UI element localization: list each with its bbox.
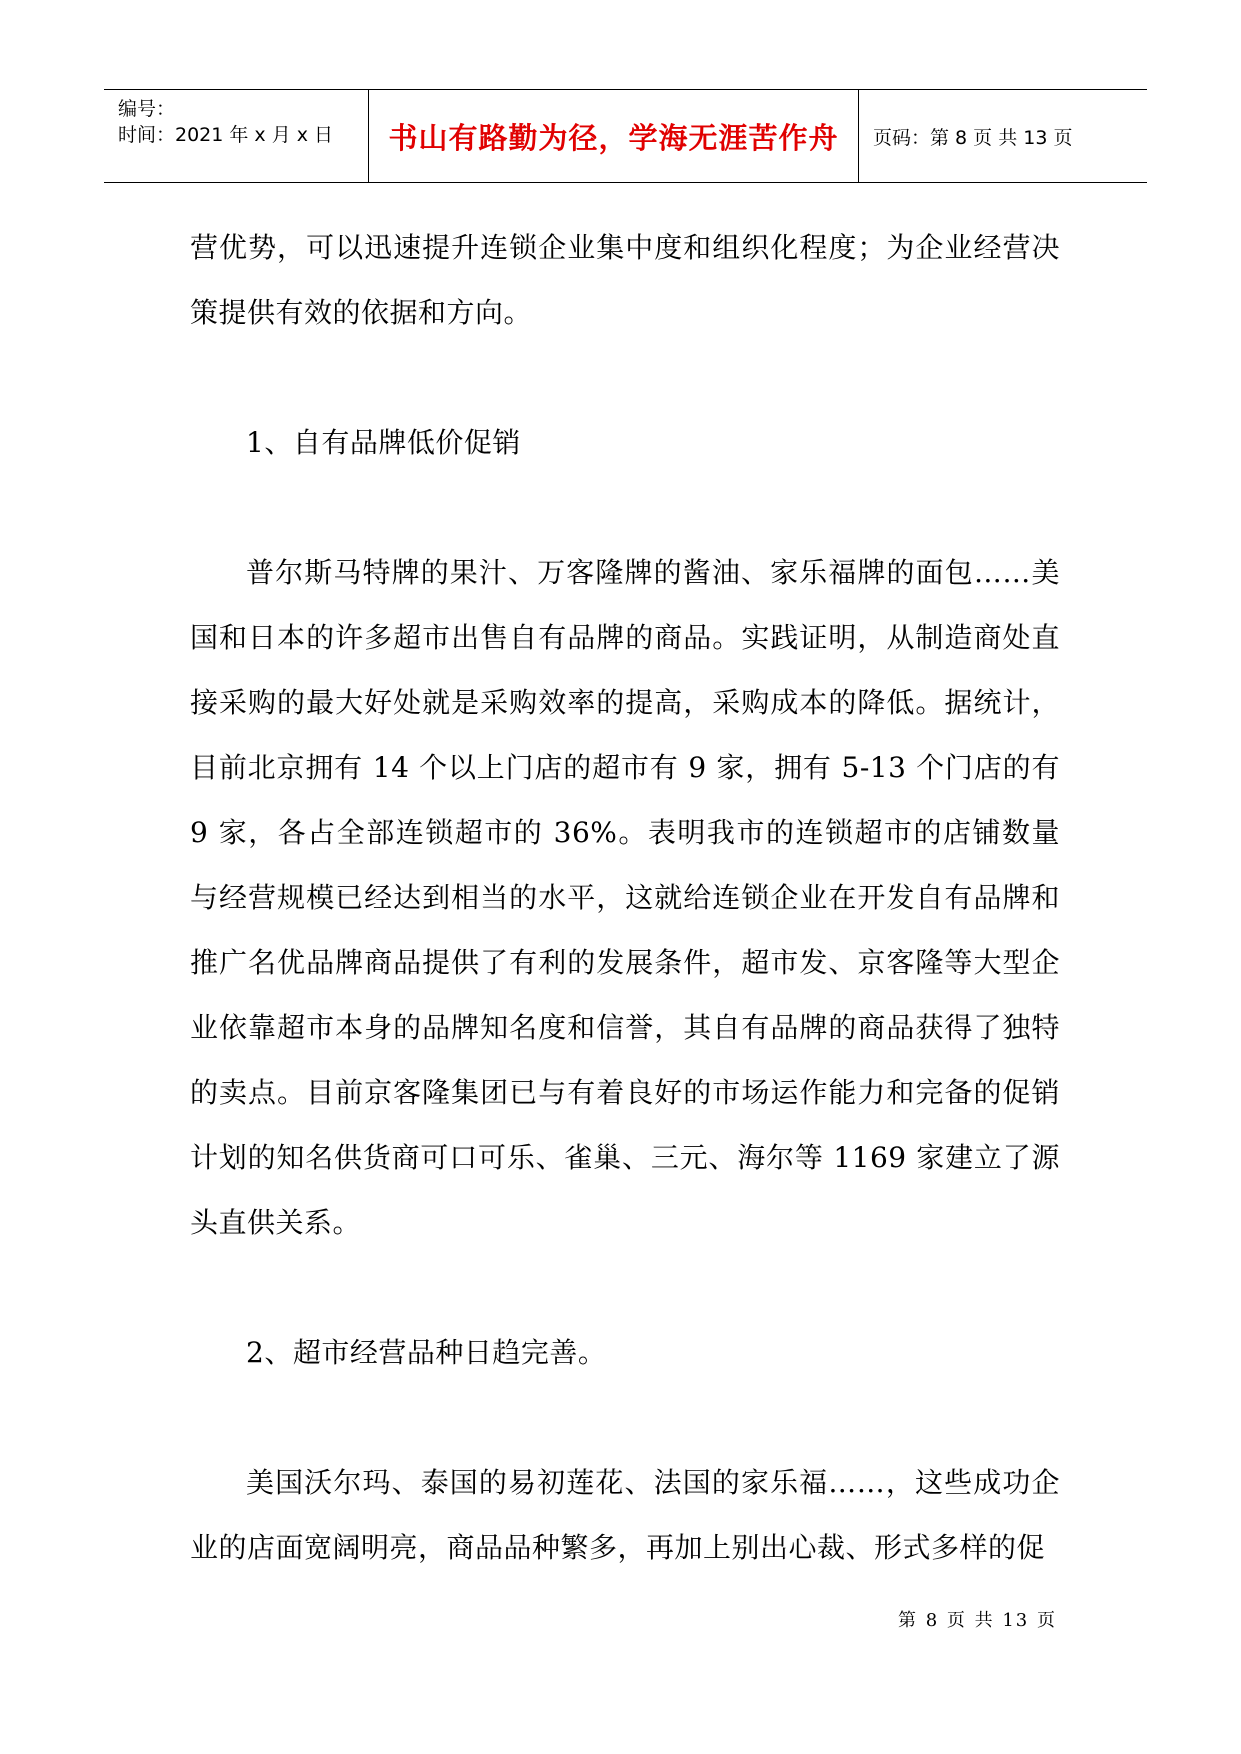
paragraph-spacer <box>190 1255 1060 1320</box>
paragraph-spacer <box>190 475 1060 540</box>
body-paragraph: 普尔斯马特牌的果汁、万客隆牌的酱油、家乐福牌的面包……美国和日本的许多超市出售自有品牌的商品。实践证明，从制造商处直接采购的最大好处就是采购效率的提高，采购成本的降低。据统计，目前北京拥有 14 个以上门店的超市有 9 家，拥有 5-13 个门店的有 9 家，各占全部连锁超市的 36%。表明我市的连锁超市的店铺数量与经营规模已经达到相当的水平，这就给连锁企业在开发自有品牌和推广名优品牌商品提供了有利的发展条件，超市发、京客隆等大型企业依靠超市本身的品牌知名度和信誉，其自有品牌的商品获得了独特的卖点。目前京客隆集团已与有着良好的市场运作能力和完备的促销计划的知名供货商可口可乐、雀巢、三元、海尔等 1169 家建立了源头直供关系。 <box>190 556 1060 1239</box>
header-meta-cell <box>104 90 369 182</box>
header-motto: 书山有路勤为径，学海无涯苦作舟 <box>388 120 839 155</box>
paragraph-spacer <box>190 1385 1060 1450</box>
document-header <box>104 89 1147 183</box>
section-heading: 2、超市经营品种日趋完善。 <box>246 1336 607 1369</box>
page-footer: 第 8 页 共 13 页 <box>898 1610 1057 1631</box>
header-page-label: 页码：第 8 页 共 13 页 <box>873 126 1073 149</box>
body-paragraph: 营优势，可以迅速提升连锁企业集中度和组织化程度；为企业经营决策提供有效的依据和方向。 <box>190 231 1060 329</box>
header-time-label: 时间：2021 年 x 月 x 日 <box>118 124 334 146</box>
paragraph-spacer <box>190 345 1060 410</box>
section-heading: 1、自有品牌低价促销 <box>246 426 521 459</box>
body-paragraph: 美国沃尔玛、泰国的易初莲花、法国的家乐福……，这些成功企业的店面宽阔明亮，商品品种繁多，再加上别出心裁、形式多样的促 <box>190 1466 1060 1564</box>
document-body <box>190 215 1060 1580</box>
header-number-label: 编号： <box>118 98 176 120</box>
header-motto-cell <box>369 90 859 182</box>
header-page-cell <box>859 90 1147 182</box>
